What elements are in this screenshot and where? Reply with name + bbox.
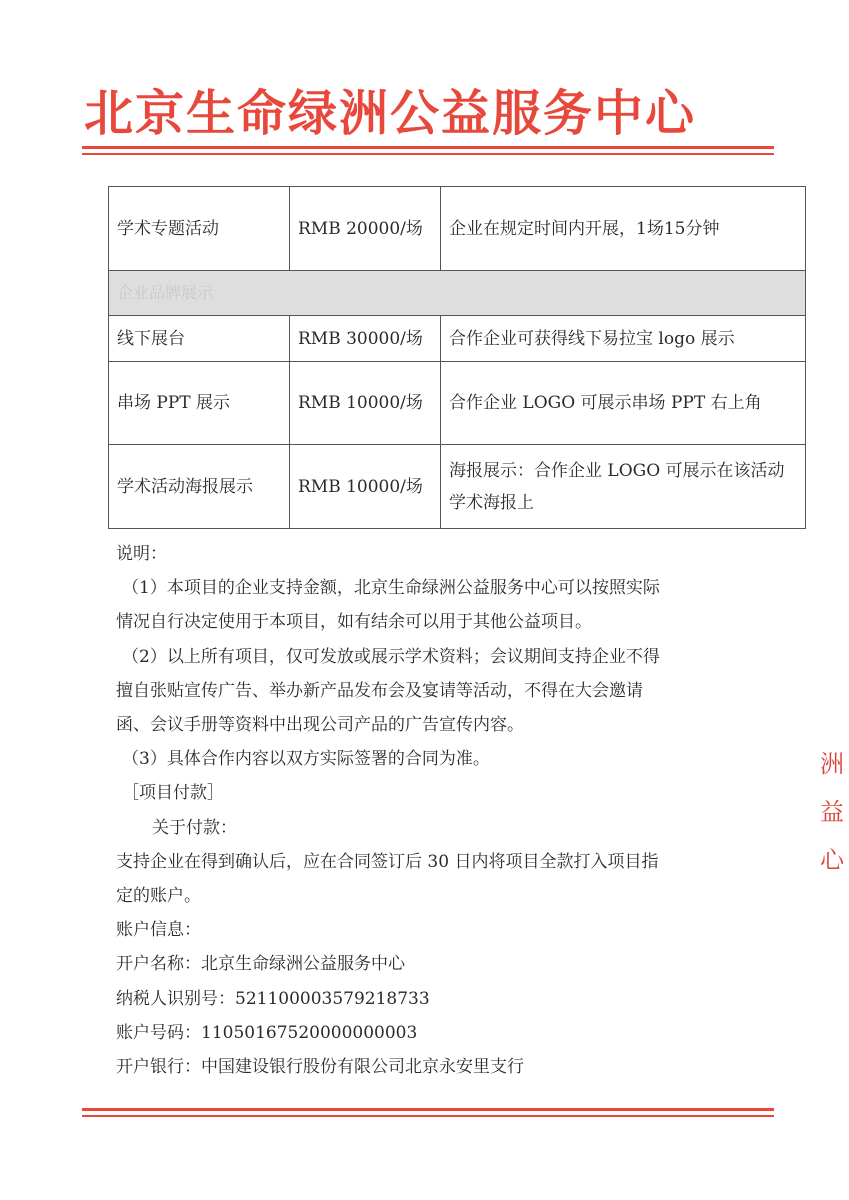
- payment-text-line-2: 定的账户。: [116, 886, 201, 907]
- price-cell: RMB 10000/场: [290, 445, 441, 529]
- note-3: （3）具体合作内容以双方实际签署的合同为准。: [122, 749, 490, 770]
- table-row: [109, 316, 806, 362]
- desc-cell: 海报展示：合作企业 LOGO 可展示在该活动学术海报上: [441, 445, 806, 529]
- account-name: 开户名称：北京生命绿洲公益服务中心: [116, 954, 405, 975]
- payment-heading: ［项目付款］: [122, 783, 224, 804]
- note-2-line-2: 擅自张贴宣传广告、举办新产品发布会及宴请等活动，不得在大会邀请: [116, 680, 643, 701]
- section-label: 企业品牌展示: [109, 271, 806, 316]
- payment-subheading: 关于付款：: [152, 817, 237, 838]
- bank-name: 开户银行：中国建设银行股份有限公司北京永安里支行: [116, 1057, 524, 1078]
- note-1-line-1: （1）本项目的企业支持金额，北京生命绿洲公益服务中心可以按照实际: [122, 578, 660, 599]
- note-1-line-2: 情况自行决定使用于本项目，如有结余可以用于其他公益项目。: [116, 612, 592, 633]
- tax-id: 纳税人识别号：521100003579218733: [116, 988, 430, 1009]
- document-body: [116, 537, 756, 1084]
- item-cell: 学术专题活动: [109, 187, 290, 271]
- section-row-brand: [109, 271, 806, 316]
- desc-cell: 合作企业 LOGO 可展示串场 PPT 右上角: [441, 362, 806, 445]
- letterhead-top-rule: [82, 146, 774, 155]
- desc-cell: 企业在规定时间内开展，1场15分钟: [441, 187, 806, 271]
- payment-text-line-1: 支持企业在得到确认后，应在合同签订后 30 日内将项目全款打入项目指: [116, 851, 659, 872]
- table-row: [109, 187, 806, 271]
- account-number: 账户号码：11050167520000000003: [116, 1022, 418, 1043]
- note-2-line-3: 函、会议手册等资料中出现公司产品的广告宣传内容。: [116, 715, 524, 736]
- note-2-line-1: （2）以上所有项目，仅可发放或展示学术资料；会议期间支持企业不得: [122, 646, 660, 667]
- notes-heading: 说明：: [116, 544, 167, 564]
- item-cell: 线下展台: [109, 316, 290, 362]
- table-row: [109, 362, 806, 445]
- price-cell: RMB 30000/场: [290, 316, 441, 362]
- desc-cell: 合作企业可获得线下易拉宝 logo 展示: [441, 316, 806, 362]
- fee-table: [108, 186, 806, 529]
- table-row: [109, 445, 806, 529]
- account-heading: 账户信息：: [116, 920, 201, 941]
- seal-stamp-fragment: 洲 益 心: [820, 750, 844, 874]
- price-cell: RMB 10000/场: [290, 362, 441, 445]
- letterhead-bottom-rule: [82, 1108, 774, 1117]
- item-cell: 串场 PPT 展示: [109, 362, 290, 445]
- price-cell: RMB 20000/场: [290, 187, 441, 271]
- letterhead-org-name: 北京生命绿洲公益服务中心: [84, 85, 697, 142]
- item-cell: 学术活动海报展示: [109, 445, 290, 529]
